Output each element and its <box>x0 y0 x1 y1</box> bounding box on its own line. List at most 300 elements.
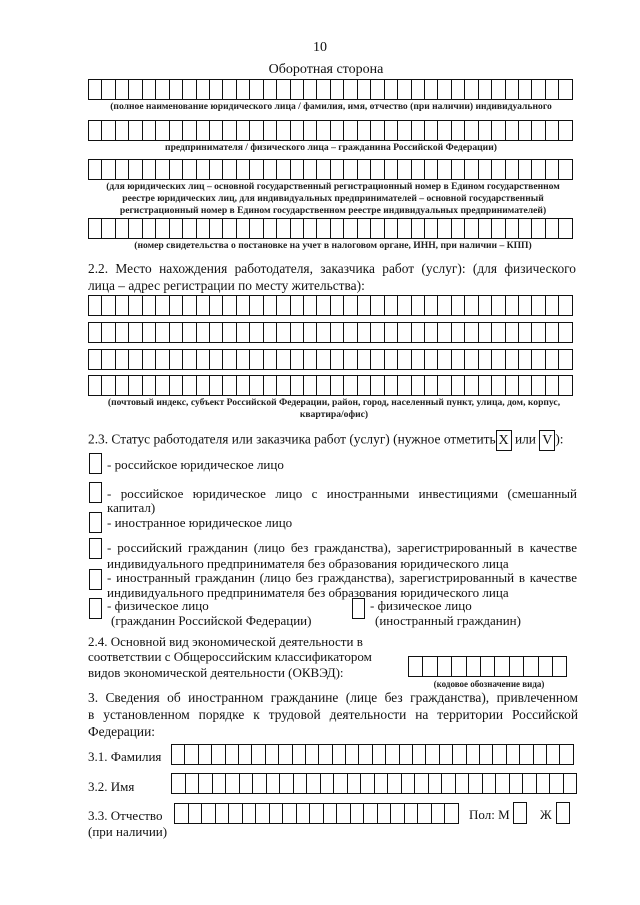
char-cell[interactable] <box>291 322 304 343</box>
char-cell[interactable] <box>210 295 223 316</box>
char-cell[interactable] <box>116 349 129 370</box>
char-cell[interactable] <box>250 295 263 316</box>
char-cell[interactable] <box>479 295 492 316</box>
char-cell[interactable] <box>344 322 357 343</box>
char-cell[interactable] <box>294 773 308 794</box>
char-cell[interactable] <box>89 159 102 180</box>
char-cell[interactable] <box>425 375 438 396</box>
char-cell[interactable] <box>425 159 438 180</box>
char-cell[interactable] <box>398 79 411 100</box>
char-cell[interactable] <box>358 218 371 239</box>
char-cell[interactable] <box>280 773 294 794</box>
char-cell[interactable] <box>398 159 411 180</box>
address-row-2[interactable] <box>88 322 573 343</box>
char-cell[interactable] <box>465 218 478 239</box>
char-cell[interactable] <box>297 803 311 824</box>
char-cell[interactable] <box>270 803 284 824</box>
char-cell[interactable] <box>156 295 169 316</box>
char-cell[interactable] <box>116 79 129 100</box>
char-cell[interactable] <box>266 744 279 765</box>
char-cell[interactable] <box>156 349 169 370</box>
char-cell[interactable] <box>240 773 254 794</box>
char-cell[interactable] <box>385 322 398 343</box>
address-row-1[interactable] <box>88 295 573 316</box>
char-cell[interactable] <box>495 656 509 677</box>
char-cell[interactable] <box>197 120 210 141</box>
char-cell[interactable] <box>129 375 142 396</box>
char-cell[interactable] <box>532 120 545 141</box>
char-cell[interactable] <box>237 159 250 180</box>
char-cell[interactable] <box>210 375 223 396</box>
char-cell[interactable] <box>506 159 519 180</box>
char-cell[interactable] <box>537 773 551 794</box>
char-cell[interactable] <box>183 79 196 100</box>
char-cell[interactable] <box>226 773 240 794</box>
char-cell[interactable] <box>291 349 304 370</box>
char-cell[interactable] <box>170 79 183 100</box>
char-cell[interactable] <box>465 375 478 396</box>
char-cell[interactable] <box>412 375 425 396</box>
char-cell[interactable] <box>519 79 532 100</box>
char-cell[interactable] <box>398 322 411 343</box>
checkbox-foreign-citizen-ie[interactable] <box>89 569 102 590</box>
char-cell[interactable] <box>277 295 290 316</box>
char-cell[interactable] <box>210 322 223 343</box>
char-cell[interactable] <box>492 375 505 396</box>
inn-row[interactable] <box>88 218 573 239</box>
char-cell[interactable] <box>546 79 559 100</box>
char-cell[interactable] <box>481 656 495 677</box>
char-cell[interactable] <box>197 349 210 370</box>
char-cell[interactable] <box>202 803 216 824</box>
char-cell[interactable] <box>452 349 465 370</box>
char-cell[interactable] <box>89 120 102 141</box>
char-cell[interactable] <box>534 744 547 765</box>
char-cell[interactable] <box>385 295 398 316</box>
checkbox-russian-legal-entity-foreign-investment[interactable] <box>89 482 102 503</box>
char-cell[interactable] <box>223 120 236 141</box>
char-cell[interactable] <box>183 349 196 370</box>
char-cell[interactable] <box>539 656 553 677</box>
char-cell[interactable] <box>102 322 115 343</box>
char-cell[interactable] <box>479 375 492 396</box>
char-cell[interactable] <box>264 295 277 316</box>
char-cell[interactable] <box>237 295 250 316</box>
char-cell[interactable] <box>116 218 129 239</box>
char-cell[interactable] <box>317 159 330 180</box>
char-cell[interactable] <box>465 349 478 370</box>
char-cell[interactable] <box>425 322 438 343</box>
char-cell[interactable] <box>506 375 519 396</box>
okved-code-field[interactable] <box>408 656 567 677</box>
char-cell[interactable] <box>358 349 371 370</box>
char-cell[interactable] <box>358 322 371 343</box>
char-cell[interactable] <box>197 295 210 316</box>
char-cell[interactable] <box>452 120 465 141</box>
char-cell[interactable] <box>358 120 371 141</box>
char-cell[interactable] <box>358 295 371 316</box>
char-cell[interactable] <box>331 295 344 316</box>
char-cell[interactable] <box>250 159 263 180</box>
char-cell[interactable] <box>277 120 290 141</box>
char-cell[interactable] <box>344 375 357 396</box>
char-cell[interactable] <box>425 120 438 141</box>
char-cell[interactable] <box>197 322 210 343</box>
char-cell[interactable] <box>116 159 129 180</box>
char-cell[interactable] <box>358 79 371 100</box>
char-cell[interactable] <box>550 773 564 794</box>
char-cell[interactable] <box>559 218 572 239</box>
char-cell[interactable] <box>546 349 559 370</box>
char-cell[interactable] <box>438 295 451 316</box>
char-cell[interactable] <box>373 744 386 765</box>
char-cell[interactable] <box>212 744 225 765</box>
char-cell[interactable] <box>519 218 532 239</box>
surname-field[interactable] <box>171 744 574 765</box>
char-cell[interactable] <box>170 120 183 141</box>
char-cell[interactable] <box>304 349 317 370</box>
char-cell[interactable] <box>279 744 292 765</box>
char-cell[interactable] <box>519 322 532 343</box>
char-cell[interactable] <box>532 322 545 343</box>
char-cell[interactable] <box>277 79 290 100</box>
char-cell[interactable] <box>237 218 250 239</box>
char-cell[interactable] <box>344 159 357 180</box>
char-cell[interactable] <box>143 159 156 180</box>
char-cell[interactable] <box>479 79 492 100</box>
char-cell[interactable] <box>453 744 466 765</box>
char-cell[interactable] <box>102 159 115 180</box>
char-cell[interactable] <box>519 120 532 141</box>
char-cell[interactable] <box>116 322 129 343</box>
char-cell[interactable] <box>210 120 223 141</box>
char-cell[interactable] <box>465 322 478 343</box>
checkbox-individual-russian-citizen[interactable] <box>89 598 102 619</box>
char-cell[interactable] <box>291 120 304 141</box>
char-cell[interactable] <box>506 322 519 343</box>
char-cell[interactable] <box>425 349 438 370</box>
char-cell[interactable] <box>438 120 451 141</box>
char-cell[interactable] <box>479 120 492 141</box>
char-cell[interactable] <box>560 744 573 765</box>
char-cell[interactable] <box>425 295 438 316</box>
char-cell[interactable] <box>344 218 357 239</box>
char-cell[interactable] <box>492 218 505 239</box>
char-cell[interactable] <box>371 159 384 180</box>
char-cell[interactable] <box>199 773 213 794</box>
char-cell[interactable] <box>291 218 304 239</box>
char-cell[interactable] <box>89 322 102 343</box>
char-cell[interactable] <box>116 375 129 396</box>
char-cell[interactable] <box>331 322 344 343</box>
char-cell[interactable] <box>324 803 338 824</box>
char-cell[interactable] <box>102 295 115 316</box>
char-cell[interactable] <box>331 120 344 141</box>
char-cell[interactable] <box>412 322 425 343</box>
char-cell[interactable] <box>452 218 465 239</box>
char-cell[interactable] <box>385 375 398 396</box>
char-cell[interactable] <box>429 773 443 794</box>
char-cell[interactable] <box>102 375 115 396</box>
char-cell[interactable] <box>89 218 102 239</box>
char-cell[interactable] <box>465 79 478 100</box>
char-cell[interactable] <box>483 773 497 794</box>
char-cell[interactable] <box>237 120 250 141</box>
char-cell[interactable] <box>559 349 572 370</box>
char-cell[interactable] <box>143 375 156 396</box>
char-cell[interactable] <box>277 375 290 396</box>
char-cell[interactable] <box>186 773 200 794</box>
char-cell[interactable] <box>344 295 357 316</box>
char-cell[interactable] <box>264 322 277 343</box>
employer-name-row-1[interactable] <box>88 79 573 100</box>
char-cell[interactable] <box>183 159 196 180</box>
char-cell[interactable] <box>237 349 250 370</box>
char-cell[interactable] <box>331 218 344 239</box>
char-cell[interactable] <box>331 349 344 370</box>
char-cell[interactable] <box>559 295 572 316</box>
char-cell[interactable] <box>239 744 252 765</box>
char-cell[interactable] <box>492 79 505 100</box>
char-cell[interactable] <box>170 375 183 396</box>
char-cell[interactable] <box>510 656 524 677</box>
char-cell[interactable] <box>253 773 267 794</box>
char-cell[interactable] <box>438 349 451 370</box>
char-cell[interactable] <box>129 349 142 370</box>
char-cell[interactable] <box>183 322 196 343</box>
char-cell[interactable] <box>344 79 357 100</box>
char-cell[interactable] <box>250 349 263 370</box>
char-cell[interactable] <box>277 159 290 180</box>
char-cell[interactable] <box>156 218 169 239</box>
char-cell[interactable] <box>143 322 156 343</box>
char-cell[interactable] <box>398 375 411 396</box>
char-cell[interactable] <box>492 349 505 370</box>
char-cell[interactable] <box>304 159 317 180</box>
char-cell[interactable] <box>492 295 505 316</box>
char-cell[interactable] <box>559 322 572 343</box>
char-cell[interactable] <box>183 375 196 396</box>
char-cell[interactable] <box>264 120 277 141</box>
char-cell[interactable] <box>291 295 304 316</box>
char-cell[interactable] <box>506 295 519 316</box>
char-cell[interactable] <box>199 744 212 765</box>
char-cell[interactable] <box>156 120 169 141</box>
char-cell[interactable] <box>291 79 304 100</box>
char-cell[interactable] <box>223 375 236 396</box>
char-cell[interactable] <box>438 322 451 343</box>
char-cell[interactable] <box>213 773 227 794</box>
char-cell[interactable] <box>412 218 425 239</box>
char-cell[interactable] <box>189 803 203 824</box>
char-cell[interactable] <box>510 773 524 794</box>
char-cell[interactable] <box>385 159 398 180</box>
char-cell[interactable] <box>183 120 196 141</box>
char-cell[interactable] <box>223 322 236 343</box>
char-cell[interactable] <box>442 773 456 794</box>
char-cell[interactable] <box>465 159 478 180</box>
char-cell[interactable] <box>524 656 538 677</box>
char-cell[interactable] <box>532 295 545 316</box>
char-cell[interactable] <box>412 159 425 180</box>
char-cell[interactable] <box>210 218 223 239</box>
char-cell[interactable] <box>507 744 520 765</box>
char-cell[interactable] <box>398 120 411 141</box>
char-cell[interactable] <box>546 120 559 141</box>
char-cell[interactable] <box>532 159 545 180</box>
char-cell[interactable] <box>402 773 416 794</box>
char-cell[interactable] <box>143 79 156 100</box>
char-cell[interactable] <box>250 79 263 100</box>
char-cell[interactable] <box>559 159 572 180</box>
char-cell[interactable] <box>371 218 384 239</box>
char-cell[interactable] <box>506 218 519 239</box>
ogrn-row[interactable] <box>88 159 573 180</box>
char-cell[interactable] <box>506 349 519 370</box>
char-cell[interactable] <box>547 744 560 765</box>
char-cell[interactable] <box>415 773 429 794</box>
char-cell[interactable] <box>532 375 545 396</box>
char-cell[interactable] <box>102 120 115 141</box>
char-cell[interactable] <box>452 375 465 396</box>
char-cell[interactable] <box>283 803 297 824</box>
char-cell[interactable] <box>432 803 446 824</box>
address-row-3[interactable] <box>88 349 573 370</box>
char-cell[interactable] <box>452 79 465 100</box>
char-cell[interactable] <box>229 803 243 824</box>
char-cell[interactable] <box>170 218 183 239</box>
char-cell[interactable] <box>143 295 156 316</box>
char-cell[interactable] <box>546 322 559 343</box>
char-cell[interactable] <box>226 744 239 765</box>
char-cell[interactable] <box>250 375 263 396</box>
char-cell[interactable] <box>223 159 236 180</box>
char-cell[interactable] <box>223 79 236 100</box>
char-cell[interactable] <box>418 803 432 824</box>
char-cell[interactable] <box>170 349 183 370</box>
char-cell[interactable] <box>371 295 384 316</box>
char-cell[interactable] <box>89 349 102 370</box>
checkbox-russian-citizen-ie[interactable] <box>89 538 102 559</box>
char-cell[interactable] <box>216 803 230 824</box>
char-cell[interactable] <box>170 295 183 316</box>
char-cell[interactable] <box>412 79 425 100</box>
char-cell[interactable] <box>210 349 223 370</box>
char-cell[interactable] <box>129 322 142 343</box>
char-cell[interactable] <box>371 349 384 370</box>
first-name-field[interactable] <box>171 773 577 794</box>
char-cell[interactable] <box>304 120 317 141</box>
char-cell[interactable] <box>264 79 277 100</box>
char-cell[interactable] <box>156 375 169 396</box>
char-cell[interactable] <box>143 218 156 239</box>
char-cell[interactable] <box>304 218 317 239</box>
char-cell[interactable] <box>385 218 398 239</box>
char-cell[interactable] <box>438 656 452 677</box>
char-cell[interactable] <box>307 773 321 794</box>
char-cell[interactable] <box>277 218 290 239</box>
char-cell[interactable] <box>456 773 470 794</box>
char-cell[interactable] <box>310 803 324 824</box>
char-cell[interactable] <box>264 159 277 180</box>
checkbox-individual-foreign-citizen[interactable] <box>352 598 365 619</box>
char-cell[interactable] <box>546 295 559 316</box>
employer-name-row-2[interactable] <box>88 120 573 141</box>
char-cell[interactable] <box>317 120 330 141</box>
char-cell[interactable] <box>223 295 236 316</box>
char-cell[interactable] <box>291 159 304 180</box>
char-cell[interactable] <box>405 803 419 824</box>
char-cell[interactable] <box>334 773 348 794</box>
char-cell[interactable] <box>143 120 156 141</box>
char-cell[interactable] <box>321 773 335 794</box>
char-cell[interactable] <box>479 349 492 370</box>
char-cell[interactable] <box>250 120 263 141</box>
char-cell[interactable] <box>264 375 277 396</box>
char-cell[interactable] <box>250 218 263 239</box>
char-cell[interactable] <box>358 159 371 180</box>
char-cell[interactable] <box>358 375 371 396</box>
char-cell[interactable] <box>197 218 210 239</box>
char-cell[interactable] <box>197 79 210 100</box>
char-cell[interactable] <box>492 159 505 180</box>
char-cell[interactable] <box>467 744 480 765</box>
char-cell[interactable] <box>493 744 506 765</box>
char-cell[interactable] <box>423 656 437 677</box>
char-cell[interactable] <box>264 349 277 370</box>
char-cell[interactable] <box>319 744 332 765</box>
char-cell[interactable] <box>250 322 263 343</box>
char-cell[interactable] <box>467 656 481 677</box>
char-cell[interactable] <box>438 159 451 180</box>
char-cell[interactable] <box>452 656 466 677</box>
char-cell[interactable] <box>277 349 290 370</box>
char-cell[interactable] <box>438 79 451 100</box>
sex-female-checkbox[interactable] <box>556 802 570 824</box>
char-cell[interactable] <box>492 322 505 343</box>
char-cell[interactable] <box>479 322 492 343</box>
char-cell[interactable] <box>304 322 317 343</box>
char-cell[interactable] <box>102 218 115 239</box>
char-cell[interactable] <box>546 218 559 239</box>
char-cell[interactable] <box>519 349 532 370</box>
char-cell[interactable] <box>306 744 319 765</box>
char-cell[interactable] <box>506 120 519 141</box>
char-cell[interactable] <box>546 159 559 180</box>
char-cell[interactable] <box>156 159 169 180</box>
checkbox-russian-legal-entity[interactable] <box>89 453 102 474</box>
char-cell[interactable] <box>413 744 426 765</box>
char-cell[interactable] <box>465 295 478 316</box>
char-cell[interactable] <box>438 218 451 239</box>
char-cell[interactable] <box>252 744 265 765</box>
char-cell[interactable] <box>304 295 317 316</box>
char-cell[interactable] <box>210 159 223 180</box>
char-cell[interactable] <box>371 79 384 100</box>
char-cell[interactable] <box>398 295 411 316</box>
char-cell[interactable] <box>317 79 330 100</box>
char-cell[interactable] <box>237 375 250 396</box>
char-cell[interactable] <box>89 295 102 316</box>
char-cell[interactable] <box>371 120 384 141</box>
char-cell[interactable] <box>523 773 537 794</box>
char-cell[interactable] <box>89 375 102 396</box>
char-cell[interactable] <box>359 744 372 765</box>
char-cell[interactable] <box>412 120 425 141</box>
char-cell[interactable] <box>129 159 142 180</box>
char-cell[interactable] <box>344 349 357 370</box>
char-cell[interactable] <box>337 803 351 824</box>
